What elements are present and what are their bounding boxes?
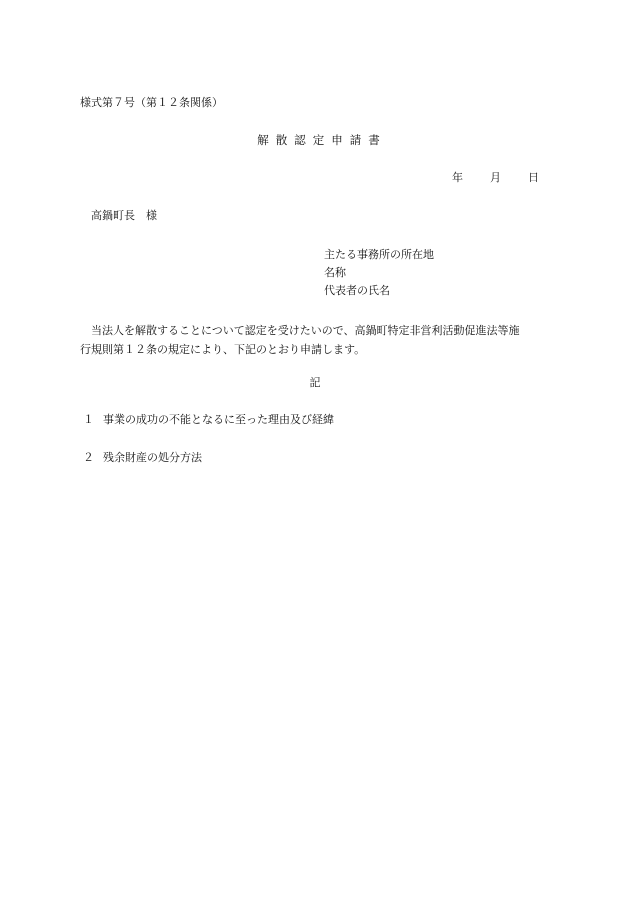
item-number: １ <box>83 413 94 426</box>
body-line-1: 当法人を解散することについて認定を受けたいので、高鍋町特定非営利活動促進法等施 <box>91 324 520 337</box>
item-text: 事業の成功の不能となるに至った理由及び経緯 <box>103 413 334 426</box>
date-month-label: 月 <box>490 171 501 184</box>
addressee: 高鍋町長 様 <box>91 209 157 222</box>
representative-label: 代表者の氏名 <box>324 284 390 297</box>
application-body <box>80 321 560 359</box>
office-address-label: 主たる事務所の所在地 <box>324 248 434 261</box>
document-title: 解散認定申請書 <box>257 133 387 147</box>
list-item <box>83 451 202 465</box>
applicant-block <box>324 246 434 300</box>
body-line-2: 行規則第１２条の規定により、下記のとおり申請します。 <box>80 343 366 356</box>
ki-heading: 記 <box>309 376 321 389</box>
list-item <box>83 413 334 427</box>
date-year-label: 年 <box>452 171 463 184</box>
name-label: 名称 <box>324 266 346 279</box>
item-text: 残余財産の処分方法 <box>103 451 202 464</box>
date-day-label: 日 <box>528 171 539 184</box>
item-number: ２ <box>83 451 94 464</box>
date-row <box>452 171 539 185</box>
form-number: 様式第７号（第１２条関係） <box>80 96 223 109</box>
